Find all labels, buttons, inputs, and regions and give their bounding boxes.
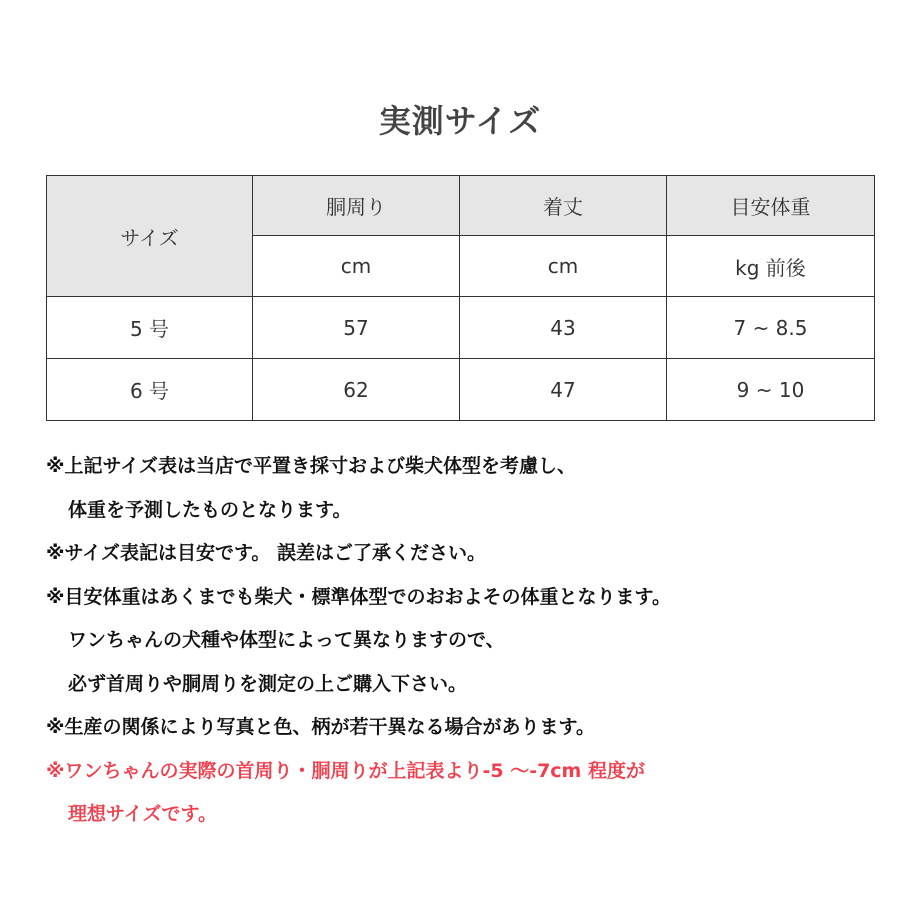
value-cell: 47 <box>460 359 667 421</box>
note-line: ※上記サイズ表は当店で平置き採寸および柴犬体型を考慮し、 <box>46 455 576 477</box>
note-line: 必ず首周りや胴周りを測定の上ご購入下さい。 <box>68 672 468 695</box>
table-row <box>47 297 875 359</box>
note-line: ※生産の関係により写真と色、柄が若干異なる場合があります。 <box>46 716 595 738</box>
note-line-highlight: ※ワンちゃんの実際の首周り・胴周りが上記表より-5 ～-7cm 程度が <box>46 759 645 782</box>
value-cell: 9 ~ 10 <box>667 359 875 421</box>
size-cell: 5 号 <box>47 297 253 359</box>
value-cell: 7 ~ 8.5 <box>667 297 875 359</box>
header-column-unit: kg 前後 <box>667 236 875 297</box>
note-line: ※目安体重はあくまでも柴犬・標準体型でのおおよその体重となります。 <box>46 585 671 608</box>
value-cell: 62 <box>253 359 460 421</box>
header-column-name: 目安体重 <box>667 176 875 236</box>
note-line: ※サイズ表記は目安です。 誤差はご了承ください。 <box>46 542 487 564</box>
table-row <box>47 359 875 421</box>
header-column-unit: cm <box>253 236 460 297</box>
page-title: 実測サイズ <box>378 102 542 140</box>
notes-list <box>46 445 896 837</box>
header-size-label: サイズ <box>47 176 253 297</box>
value-cell: 43 <box>460 297 667 359</box>
size-table <box>46 175 875 421</box>
note-line: 体重を予測したものとなります。 <box>68 498 352 521</box>
value-cell: 57 <box>253 297 460 359</box>
header-column-name: 着丈 <box>460 176 667 236</box>
size-cell: 6 号 <box>47 359 253 421</box>
table-header-row <box>47 176 875 236</box>
note-line: ワンちゃんの犬種や体型によって異なりますので、 <box>68 629 505 651</box>
note-line-highlight: 理想サイズです。 <box>68 803 217 825</box>
header-column-unit: cm <box>460 236 667 297</box>
header-column-name: 胴周り <box>253 176 460 236</box>
